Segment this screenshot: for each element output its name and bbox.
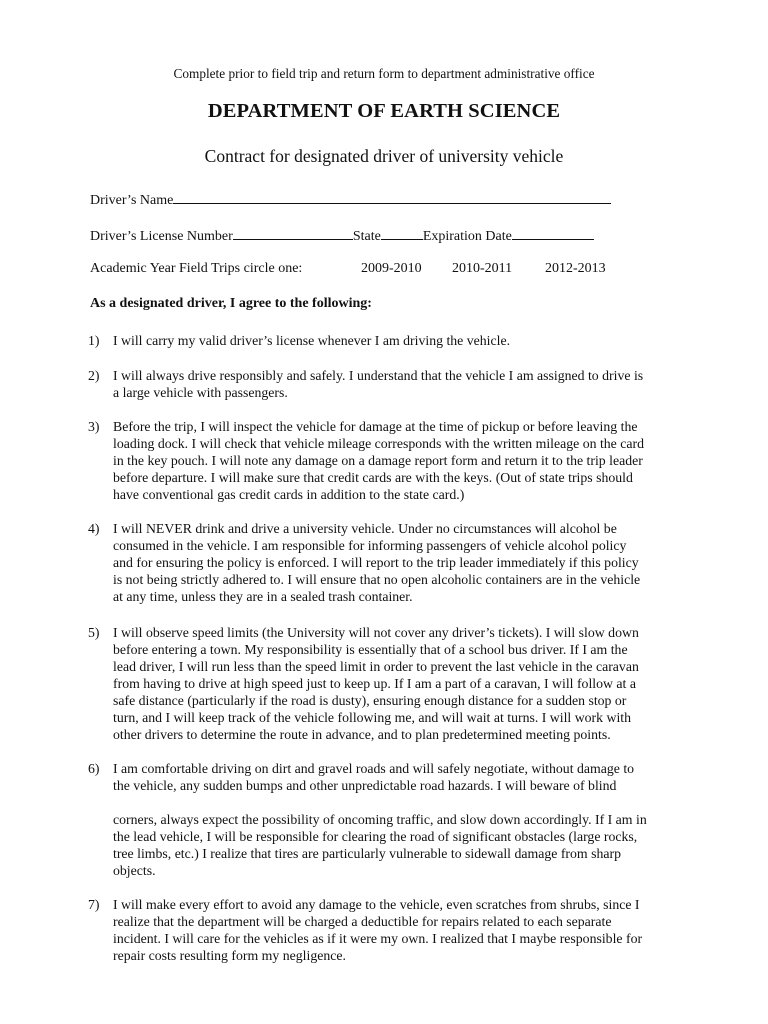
item-line: tree limbs, etc.) I realize that tires are particularly vulnerable to sidewall damage from sharp (113, 846, 621, 861)
item-line: at any time, unless they are in a sealed trash container. (113, 589, 413, 604)
year-option-2009-2010[interactable]: 2009-2010 (361, 261, 422, 276)
item-text (113, 811, 681, 879)
license-number-label: Driver’s License Number (90, 229, 233, 244)
item-line: lead driver, I will run less than the speed limit in order to prevent the last vehicle in the caravan (113, 659, 639, 674)
item-line: safe distance (particularly if the road is dusty), ensuring enough distance for a sudden stop or (113, 693, 627, 708)
academic-year-label: Academic Year Field Trips circle one: (90, 261, 303, 276)
item-number: 2) (88, 368, 100, 383)
department-title: DEPARTMENT OF EARTH SCIENCE (207, 100, 561, 122)
item-text (113, 367, 681, 401)
license-row (90, 226, 594, 245)
item-line: I will make every effort to avoid any damage to the vehicle, even scratches from shrubs, since I (113, 897, 640, 912)
item-line: I will NEVER drink and drive a university vehicle. Under no circumstances will alcohol be (113, 521, 617, 536)
item-line: the lead vehicle, I will be responsible for clearing the road of significant obstacles (large rocks, (113, 829, 638, 844)
item-text (113, 760, 681, 794)
item-line: Before the trip, I will inspect the vehicle for damage at the time of pickup or before leaving the (113, 419, 638, 434)
item-line: from having to drive at high speed just to keep up. If I am a part of a caravan, I will follow at a (113, 676, 636, 691)
year-option-2010-2011[interactable]: 2010-2011 (452, 261, 513, 276)
form-instruction: Complete prior to field trip and return form to department administrative office (173, 66, 595, 81)
item-number: 1) (88, 333, 100, 348)
item-line: and for ensuring the policy is enforced. I will report to the trip leader immediately if this policy (113, 555, 639, 570)
year-option-2012-2013[interactable]: 2012-2013 (545, 261, 606, 276)
item-text (113, 520, 681, 605)
item-number: 6) (88, 761, 100, 776)
item-line: other drivers to determine the route in advance, and to plan predetermined meeting points. (113, 727, 611, 742)
expiration-date-blank[interactable] (512, 226, 594, 240)
item-line: corners, always expect the possibility of oncoming traffic, and slow down accordingly. If I am in (113, 812, 647, 827)
item-text (113, 624, 681, 743)
item-line: I am comfortable driving on dirt and gravel roads and will safely negotiate, without damage to (113, 761, 635, 776)
item-line: consumed in the vehicle. I am responsible for informing passengers of vehicle alcohol policy (113, 538, 627, 553)
item-line: before entering a town. My responsibility is essentially that of a school bus driver. If I am the (113, 642, 628, 657)
expiration-date-label: Expiration Date (422, 229, 512, 244)
item-line: turn, and I will keep track of the vehicle following me, and will wait at turns. I will work with (113, 710, 632, 725)
drivers-name-blank[interactable] (173, 190, 611, 204)
contract-title: Contract for designated driver of university vehicle (204, 146, 564, 166)
item-line: objects. (113, 863, 156, 878)
item-line: before departure. I will make sure that credit cards are with the keys. (Out of state trips should (113, 470, 633, 485)
item-text (113, 896, 681, 964)
item-line: in the key pouch. I will note any damage on a damage report form and return it to the trip leader (113, 453, 643, 468)
item-line: the vehicle, any sudden bumps and other unpredictable road hazards. I will beware of blind (113, 778, 617, 793)
license-number-blank[interactable] (233, 226, 353, 240)
state-label: State (352, 229, 381, 244)
item-number: 5) (88, 625, 100, 640)
item-line: repair costs resulting form my negligence. (113, 948, 346, 963)
agreement-heading: As a designated driver, I agree to the following: (90, 296, 372, 311)
item-number: 4) (88, 521, 100, 536)
item-line: have conventional gas credit cards in addition to the state card.) (113, 487, 465, 502)
item-line: I will always drive responsibly and safely. I understand that the vehicle I am assigned to drive is (113, 368, 644, 383)
item-text (113, 332, 681, 349)
item-line: realize that the department will be charged a deductible for repairs related to each separate (113, 914, 612, 929)
item-line: is not being strictly adhered to. I will ensure that no open alcoholic containers are in the vehicle (113, 572, 641, 587)
item-number: 3) (88, 419, 100, 434)
item-line: I will carry my valid driver’s license whenever I am driving the vehicle. (113, 333, 511, 348)
item-line: I will observe speed limits (the University will not cover any driver’s tickets). I will slow down (113, 625, 639, 640)
drivers-name-label: Driver’s Name (90, 193, 174, 208)
state-blank[interactable] (381, 226, 423, 240)
drivers-name-row (90, 190, 611, 209)
item-line: a large vehicle with passengers. (113, 385, 288, 400)
item-line: incident. I will care for the vehicles as if it were my own. I realized that I maybe responsible for (113, 931, 643, 946)
item-line: loading dock. I will check that vehicle mileage corresponds with the written mileage on the card (113, 436, 644, 451)
item-number: 7) (88, 897, 100, 912)
item-text (113, 418, 681, 503)
